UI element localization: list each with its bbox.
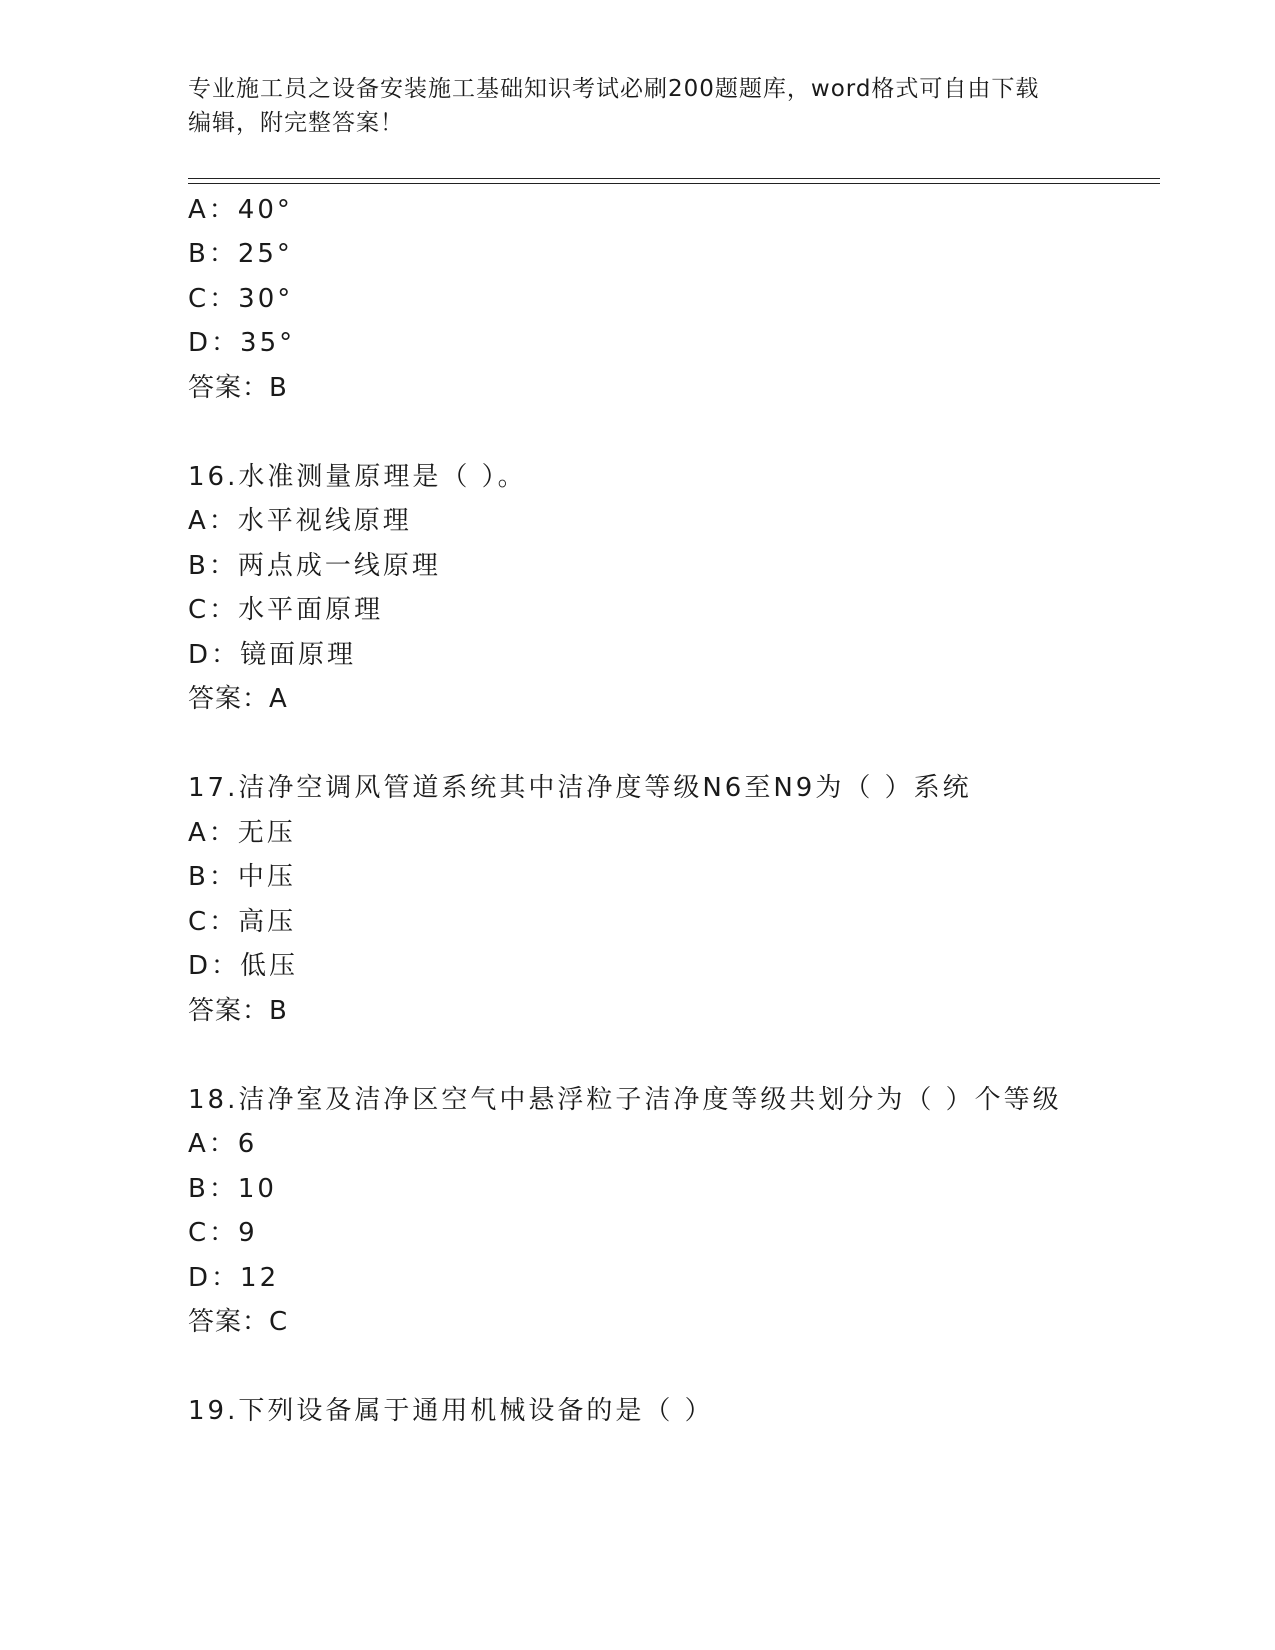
q19-stem: 19.下列设备属于通用机械设备的是（ ）: [188, 1396, 714, 1426]
q18-stem: 18.洁净室及洁净区空气中悬浮粒子洁净度等级共划分为（ ）个等级: [188, 1085, 1062, 1115]
q15-option-d: D：35°: [188, 328, 296, 358]
q15-option-c: C：30°: [188, 284, 294, 314]
document-header: [188, 72, 1088, 140]
header-line-1: 专业施工员之设备安装施工基础知识考试必刷200题题库，word格式可自由下载: [188, 76, 1040, 102]
header-line-2: 编辑，附完整答案！: [188, 110, 404, 136]
q15-option-b: B：25°: [188, 239, 293, 269]
q17-option-b: B：中压: [188, 862, 296, 892]
q18-option-d: D：12: [188, 1263, 280, 1293]
q18-option-b: B：10: [188, 1174, 277, 1204]
q16-answer: 答案：A: [188, 684, 288, 714]
q18-option-a: A：6: [188, 1129, 258, 1159]
q16-stem: 16.水准测量原理是（ ）。: [188, 462, 527, 492]
q17-answer: 答案：B: [188, 996, 288, 1026]
q15-answer: 答案：B: [188, 373, 288, 403]
q18-answer: 答案：C: [188, 1307, 289, 1337]
q17-option-a: A：无压: [188, 818, 296, 848]
q18-option-c: C：9: [188, 1218, 258, 1248]
q15-option-a: A：40°: [188, 195, 293, 225]
header-divider-bottom: [188, 183, 1160, 184]
q17-stem: 17.洁净空调风管道系统其中洁净度等级N6至N9为（ ）系统: [188, 773, 972, 803]
q17-option-c: C：高压: [188, 907, 297, 937]
q17-option-d: D：低压: [188, 951, 299, 981]
q16-option-d: D：镜面原理: [188, 640, 357, 670]
q16-option-a: A：水平视线原理: [188, 506, 412, 536]
header-divider-top: [188, 178, 1160, 179]
q16-option-b: B：两点成一线原理: [188, 551, 441, 581]
q16-option-c: C：水平面原理: [188, 595, 384, 625]
